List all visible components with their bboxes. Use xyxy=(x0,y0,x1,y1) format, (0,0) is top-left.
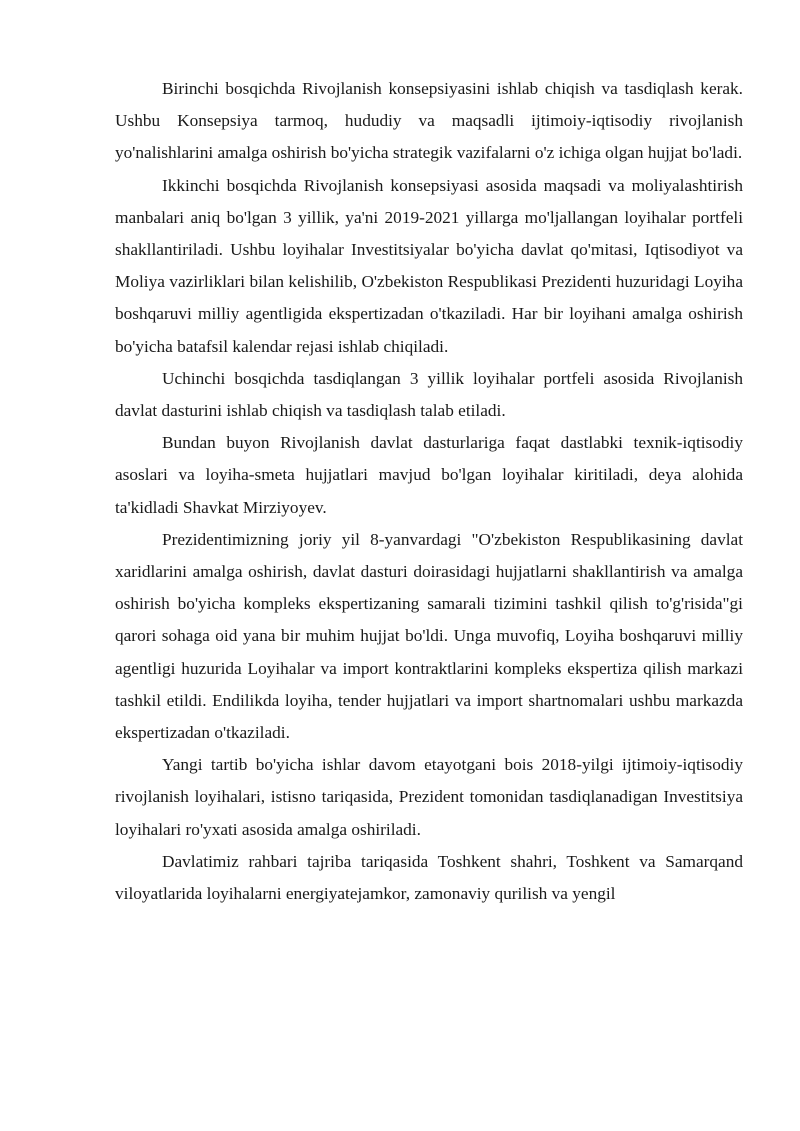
paragraph-5: Prezidentimizning joriy yil 8-yanvardagi "O'zbekiston Respublikasining davlat xaridlarini amalga oshirish, davlat dasturi doirasidagi hujjatlarni shakllantirish va amalga oshirish bo'yicha kompleks ekspertizaning samarali tizimini tashkil qilish to'g'risida"gi qarori sohaga oid yana bir muhim hujjat bo'ldi. Unga muvofiq, Loyiha boshqaruvi milliy agentligi huzurida Loyihalar va import kontraktlarini kompleks ekspertiza qilish markazi tashkil etildi. Endilikda loyiha, tender hujjatlari va import shartnomalari ushbu markazda ekspertizadan o'tkaziladi. xyxy=(115,529,743,743)
paragraph-3: Uchinchi bosqichda tasdiqlangan 3 yillik loyihalar portfeli asosida Rivojlanish davlat dasturini ishlab chiqish va tasdiqlash talab etiladi. xyxy=(115,368,743,421)
paragraph-4: Bundan buyon Rivojlanish davlat dasturlariga faqat dastlabki texnik-iqtisodiy asoslari va loyiha-smeta hujjatlari mavjud bo'lgan loyihalar kiritiladi, deya alohida ta'kidladi Shavkat Mirziyoyev. xyxy=(115,433,743,517)
paragraph-2: Ikkinchi bosqichda Rivojlanish konsepsiyasi asosida maqsadi va moliyalashtirish manbalari aniq bo'lgan 3 yillik, ya'ni 2019-2021 yillarga mo'ljallangan loyihalar portfeli shakllantiriladi. Ushbu loyihalar Investitsiyalar bo'yicha davlat qo'mitasi, Iqtisodiyot va Moliya vazirliklari bilan kelishilib, O'zbekiston Respublikasi Prezidenti huzuridagi Loyiha boshqaruvi milliy agentligida ekspertizadan o'tkaziladi. Har bir loyihani amalga oshirish bo'yicha batafsil kalendar rejasi ishlab chiqiladi. xyxy=(115,175,743,356)
document-body xyxy=(115,73,743,910)
paragraph-7: Davlatimiz rahbari tajriba tariqasida Toshkent shahri, Toshkent va Samarqand viloyatlarida loyihalarni energiyatejamkor, zamonaviy qurilish va yengil xyxy=(115,851,743,904)
paragraph-1: Birinchi bosqichda Rivojlanish konsepsiyasini ishlab chiqish va tasdiqlash kerak. Ushbu Konsepsiya tarmoq, hududiy va maqsadli ijtimoiy-iqtisodiy rivojlanish yo'nalishlarini amalga oshirish bo'yicha strategik vazifalarni o'z ichiga olgan hujjat bo'ladi. xyxy=(115,79,743,163)
paragraph-6: Yangi tartib bo'yicha ishlar davom etayotgani bois 2018-yilgi ijtimoiy-iqtisodiy rivojlanish loyihalari, istisno tariqasida, Prezident tomonidan tasdiqlanadigan Investitsiya loyihalari ro'yxati asosida amalga oshiriladi. xyxy=(115,755,743,839)
